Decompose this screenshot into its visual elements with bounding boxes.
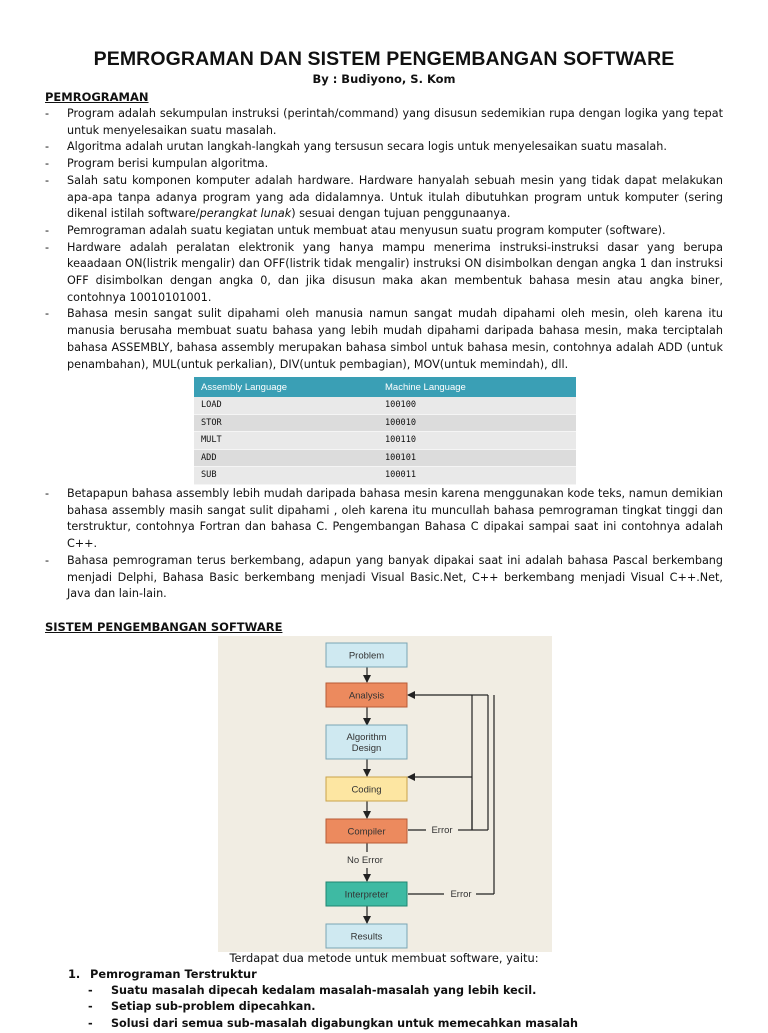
section-heading-sistem-pengembangan: SISTEM PENGEMBANGAN SOFTWARE <box>45 620 283 634</box>
bullet-item: - Betapapun bahasa assembly lebih mudah daripada bahasa mesin karena menggunakan kode teks, namun demikian bahasa assembly masih sangat sulit dipahami , oleh karena itu muncullah bahasa pemrograman tingkat tinggi dan terstruktur, contohnya Fortran dan bahasa C. Pengembangan Bahasa C dipakai sampai saat ini contohnya adalah C++. <box>45 486 723 553</box>
flow-label-analysis: Analysis <box>348 690 385 702</box>
table-cell: 100011 <box>378 467 576 485</box>
table-cell: 100010 <box>378 414 576 432</box>
table-row <box>194 432 576 450</box>
column-header-machine: Machine Language <box>378 377 576 397</box>
bullet-item: - Hardware adalah peralatan elektronik yang hanya mampu menerima instruksi-instruksi dasar yang berupa keaadaan ON(listrik mengalir) dan OFF(listrik tidak mengalir) instruksi ON disimbolkan dengan angka 1 dan instruksi OFF disimbolkan dengan angka 0, dan jika disusun maka akan membentuk bahasa mesin atau angka biner, contohnya 10010101001. <box>45 240 723 307</box>
table-row <box>194 414 576 432</box>
bullet-item: - Bahasa pemrograman terus berkembang, adapun yang banyak dipakai saat ini adalah bahasa Pascal berkembang menjadi Delphi, Bahasa Basic berkembang menjadi Visual Basic.Net, C++ berkembang menjadi Visual C++.Net, Java dan lain-lain. <box>45 553 723 603</box>
method-label: Pemrograman Terstruktur <box>90 967 257 981</box>
assembly-machine-table <box>194 377 576 485</box>
table-cell: MULT <box>194 432 378 450</box>
table-header-row <box>194 377 576 397</box>
table-row <box>194 449 576 467</box>
flow-label-results: Results <box>350 931 383 943</box>
bullet-item: - Program berisi kumpulan algoritma. <box>45 156 723 173</box>
pemrograman-bullet-list-continued <box>45 486 723 603</box>
figure-caption: Terdapat dua metode untuk membuat software, yaitu: <box>229 951 539 965</box>
bullet-item: - Pemrograman adalah suatu kegiatan untuk membuat atau menyusun suatu program komputer (software). <box>45 223 723 240</box>
method-sub-list <box>68 983 728 1033</box>
flow-label-algorithm-design-line2: Design <box>351 743 382 754</box>
methods-list <box>68 966 728 1033</box>
bullet-item: - Algoritma adalah urutan langkah-langkah yang tersusun secara logis untuk menyelesaikan suatu masalah. <box>45 139 723 156</box>
table-cell: 100101 <box>378 449 576 467</box>
table-cell: ADD <box>194 449 378 467</box>
method-sub-item: - Setiap sub-problem dipecahkan. <box>88 999 728 1016</box>
flow-label-algorithm-design: Algorithm <box>346 732 387 743</box>
method-sub-item: - Solusi dari semua sub-masalah digabungkan untuk memecahkan masalah <box>88 1016 728 1033</box>
italic-term: perangkat lunak <box>199 207 292 221</box>
flow-label-compiler-error: Error <box>431 825 453 836</box>
bullet-item: - Program adalah sekumpulan instruksi (perintah/command) yang disusun sedemikian rupa dengan logika yang tepat untuk menyelesaikan suatu masalah. <box>45 106 723 139</box>
section-heading-pemrograman: PEMROGRAMAN <box>45 90 149 104</box>
flow-label-interpreter-error: Error <box>450 889 472 900</box>
document-title: PEMROGRAMAN DAN SISTEM PENGEMBANGAN SOFTWARE <box>93 48 675 70</box>
flow-label-problem: Problem <box>348 650 385 662</box>
pemrograman-bullet-list <box>45 106 723 373</box>
table-cell: 100100 <box>378 397 576 414</box>
table-row <box>194 397 576 414</box>
bullet-item: - Salah satu komponen komputer adalah hardware. Hardware hanyalah sebuah mesin yang tidak dapat melakukan apa-apa tanpa adanya program yang ada didalamnya. Untuk itulah dibutuhkan program untuk komputer (sering dikenal istilah software/perangkat lunak) sesuai dengan tujuan penggunaanya. <box>45 173 723 223</box>
document-author: By : Budiyono, S. Kom <box>312 72 456 86</box>
flow-label-compiler: Compiler <box>347 826 386 838</box>
bullet-item: - Bahasa mesin sangat sulit dipahami oleh manusia namun sangat mudah dipahami oleh mesin, oleh karena itu manusia berusaha membuat suatu bahasa yang lebih mudah dipahami daripada bahasa mesin, maka terciptalah bahasa ASSEMBLY, bahasa assembly merupakan bahasa simbol untuk bahasa mesin, contohnya adalah ADD (untuk penambahan), MUL(untuk perkalian), DIV(untuk pembagian), MOV(untuk memindah), dll. <box>45 306 723 373</box>
table-row <box>194 467 576 485</box>
flow-label-interpreter: Interpreter <box>344 889 389 901</box>
method-item <box>68 966 728 1033</box>
software-development-flowchart <box>218 636 552 952</box>
table-cell: STOR <box>194 414 378 432</box>
flowchart-svg <box>218 636 552 952</box>
method-number: 1. <box>68 967 81 981</box>
table-cell: SUB <box>194 467 378 485</box>
flow-label-no-error: No Error <box>347 855 383 866</box>
table-cell: LOAD <box>194 397 378 414</box>
flow-label-coding: Coding <box>351 784 382 796</box>
method-sub-item: - Suatu masalah dipecah kedalam masalah-masalah yang lebih kecil. <box>88 983 728 1000</box>
table-cell: 100110 <box>378 432 576 450</box>
column-header-assembly: Assembly Language <box>194 377 378 397</box>
